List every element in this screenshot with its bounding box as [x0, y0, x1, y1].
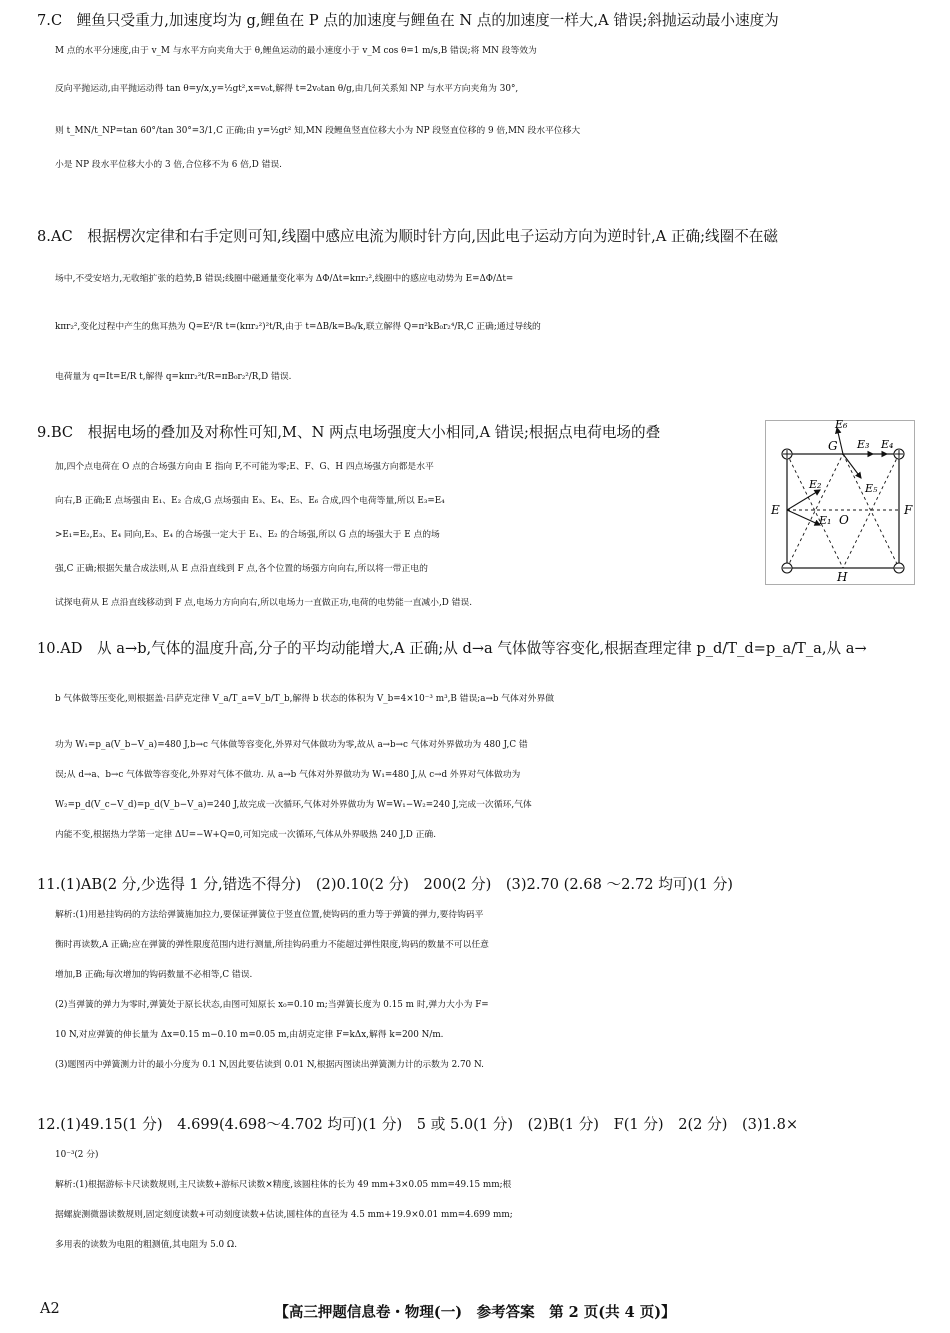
- q12-number: 12.: [37, 1116, 61, 1133]
- q7-number: 7.: [37, 12, 51, 29]
- label-E5: E₅: [865, 482, 878, 495]
- q7-line-4: 则 t_MN/t_NP=tan 60°/tan 30°=3/1,C 正确;由 y=½gt² 知,MN 段鲤鱼竖直位移大小为 NP 段竖直位移的 9 倍,MN 段水平位移大: [55, 126, 581, 136]
- q9-line-1: BC 根据电场的叠加及对称性可知,M、N 两点电场强度大小相同,A 错误;根据点电荷电场的叠: [50, 424, 661, 441]
- q11-line-3: 衡时再读数,A 正确;应在弹簧的弹性限度范围内进行测量,所挂钩码重力不能超过弹性限度,钩码的数量不可以任意: [55, 940, 489, 950]
- q9-line-5: 强,C 正确;根据矢量合成法则,从 E 点沿直线到 F 点,各个位置的场强方向向右,所以将一带正电的: [55, 564, 428, 574]
- arrow-E2: [787, 490, 820, 510]
- question-8: [37, 222, 917, 392]
- q9-number: 9.: [37, 424, 51, 441]
- label-E: E: [771, 503, 780, 517]
- q9-line-2: 加,四个点电荷在 O 点的合场强方向由 E 指向 F,不可能为零;E、F、G、H 四点场强方向都是水平: [55, 462, 434, 472]
- q11-line-1: (1)AB(2 分,少选得 1 分,错选不得分) (2)0.10(2 分) 200(2 分) (3)2.70 (2.68 ～2.72 均可)(1 分): [60, 876, 734, 893]
- q11-line-2: 解析:(1)用悬挂钩码的方法给弹簧施加拉力,要保证弹簧位于竖直位置,使钩码的重力等于弹簧的弹力,要待钩码平: [55, 910, 484, 920]
- page-footer: [0, 1297, 950, 1325]
- q8-line-1: AC 根据楞次定律和右手定则可知,线圈中感应电流为顺时针方向,因此电子运动方向为逆时针,A 正确;线圈不在磁: [50, 228, 778, 245]
- question-7: [37, 6, 917, 180]
- label-E6: E₆: [835, 420, 848, 431]
- q11-line-6: 10 N,对应弹簧的伸长量为 Δx=0.15 m−0.10 m=0.05 m,由胡克定律 F=kΔx,解得 k=200 N/m.: [55, 1030, 444, 1040]
- q7-line-1: C 鲤鱼只受重力,加速度均为 g,鲤鱼在 P 点的加速度与鲤鱼在 N 点的加速度一样大,A 错误;斜抛运动最小速度为: [50, 12, 779, 29]
- q8-number: 8.: [37, 228, 51, 245]
- question-11: [37, 870, 917, 1080]
- q7-line-2: M 点的水平分速度,由于 v_M 与水平方向夹角大于 θ,鲤鱼运动的最小速度小于 v_M cos θ=1 m/s,B 错误;将 MN 段等效为: [55, 46, 537, 56]
- label-E2: E₂: [809, 478, 822, 491]
- charge-bottom-left: [782, 563, 792, 573]
- label-E3: E₃: [857, 438, 870, 451]
- electric-field-figure: [765, 420, 915, 585]
- label-H: H: [837, 570, 848, 584]
- q12-line-2: 10⁻³(2 分): [55, 1150, 99, 1160]
- arrow-E1: [787, 510, 820, 525]
- q7-line-3: 反向平抛运动,由平抛运动得 tan θ=y/x,y=½gt²,x=v₀t,解得 t=2v₀tan θ/g,由几何关系知 NP 与水平方向夹角为 30°,: [55, 84, 519, 94]
- q10-line-6: 内能不变,根据热力学第一定律 ΔU=−W+Q=0,可知完成一次循环,气体从外界吸热 240 J,D 正确.: [55, 830, 437, 840]
- q12-line-1: (1)49.15(1 分) 4.699(4.698～4.702 均可)(1 分) 5 或 5.0(1 分) (2)B(1 分) F(1 分) 2(2 分) (3)1.8×: [60, 1116, 799, 1133]
- q11-line-5: (2)当弹簧的弹力为零时,弹簧处于原长状态,由图可知原长 x₀=0.10 m;当弹簧长度为 0.15 m 时,弹力大小为 F=: [55, 1000, 489, 1010]
- arrow-E6: [837, 428, 843, 454]
- q9-line-6: 试探电荷从 E 点沿直线移动到 F 点,电场力方向向右,所以电场力一直做正功,电荷的电势能一直减小,D 错误.: [55, 598, 473, 608]
- q8-line-3: kπr₂²,变化过程中产生的焦耳热为 Q=E²/R t=(kπr₂²)²t/R,由于 t=ΔB/k=B₀/k,联立解得 Q=π²kB₀r₂⁴/R,C 正确;通过导线的: [55, 322, 541, 332]
- q12-line-5: 多用表的读数为电阻的粗测值,其电阻为 5.0 Ω.: [55, 1240, 238, 1250]
- charge-bottom-right: [894, 563, 904, 573]
- q11-line-4: 增加,B 正确;每次增加的钩码数量不必相等,C 错误.: [55, 970, 253, 980]
- q10-line-2: b 气体做等压变化,则根据盖·吕萨克定律 V_a/T_a=V_b/T_b,解得 b 状态的体积为 V_b=4×10⁻³ m³,B 错误;a→b 气体对外界做: [55, 694, 555, 704]
- q11-number: 11.: [37, 876, 61, 893]
- question-12: [37, 1110, 917, 1260]
- footer-page-code: A2: [40, 1301, 60, 1317]
- label-G: G: [828, 439, 838, 453]
- q10-line-5: W₂=p_d(V_c−V_d)=p_d(V_b−V_a)=240 J,故完成一次循环,气体对外界做功为 W=W₁−W₂=240 J,完成一次循环,气体: [55, 800, 532, 810]
- label-E1: E₁: [819, 514, 832, 527]
- q9-line-4: >E₁=E₂,E₃、E₄ 同向,E₃、E₄ 的合场强一定大于 E₁、E₂ 的合场强,所以 G 点的场强大于 E 点的场: [55, 530, 440, 540]
- arrow-E5: [843, 454, 861, 478]
- q10-number: 10.: [37, 640, 61, 657]
- q9-line-3: 向右,B 正确;E 点场强由 E₁、E₂ 合成,G 点场强由 E₃、E₄、E₅、E₆ 合成,四个电荷等量,所以 E₃=E₄: [55, 496, 445, 506]
- q11-line-7: (3)题图丙中弹簧测力计的最小分度为 0.1 N,因此要估读到 0.01 N,根据丙图读出弹簧测力计的示数为 2.70 N.: [55, 1060, 484, 1070]
- label-E4: E₄: [881, 438, 894, 451]
- footer-title: 【高三押题信息卷・物理(一) 参考答案 第 2 页(共 4 页)】: [274, 1304, 676, 1321]
- q7-line-5: 小是 NP 段水平位移大小的 3 倍,合位移不为 6 倍,D 错误.: [55, 160, 282, 170]
- q12-line-3: 解析:(1)根据游标卡尺读数规则,主尺读数+游标尺读数×精度,该圆柱体的长为 49 mm+3×0.05 mm=49.15 mm;根: [55, 1180, 512, 1190]
- q12-line-4: 据螺旋测微器读数规则,固定刻度读数+可动刻度读数+估读,圆柱体的直径为 4.5 mm+19.9×0.01 mm=4.699 mm;: [55, 1210, 513, 1220]
- q8-line-2: 场中,不受安培力,无收缩扩张的趋势,B 错误;线圈中磁通量变化率为 ΔΦ/Δt=kπr₂²,线圈中的感应电动势为 E=ΔΦ/Δt=: [55, 274, 514, 284]
- question-10: [37, 634, 917, 850]
- charge-top-right: [894, 449, 904, 459]
- charge-top-left: [782, 449, 792, 459]
- square-frame: [787, 454, 899, 568]
- q10-line-1: AD 从 a→b,气体的温度升高,分子的平均动能增大,A 正确;从 d→a 气体做等容变化,根据查理定律 p_d/T_d=p_a/T_a,从 a→: [60, 640, 867, 657]
- q10-line-4: 误;从 d→a、b→c 气体做等容变化,外界对气体不做功. 从 a→b 气体对外界做功为 W₁=480 J,从 c→d 外界对气体做功为: [55, 770, 521, 780]
- q8-line-4: 电荷量为 q=It=E/R t,解得 q=kπr₂²t/R=πB₀r₂²/R,D 错误.: [55, 372, 292, 382]
- label-O: O: [839, 513, 849, 527]
- q10-line-3: 功为 W₁=p_a(V_b−V_a)=480 J,b→c 气体做等容变化,外界对气体做功为零,故从 a→b→c 气体对外界做功为 480 J,C 错: [55, 740, 528, 750]
- label-F: F: [904, 503, 913, 517]
